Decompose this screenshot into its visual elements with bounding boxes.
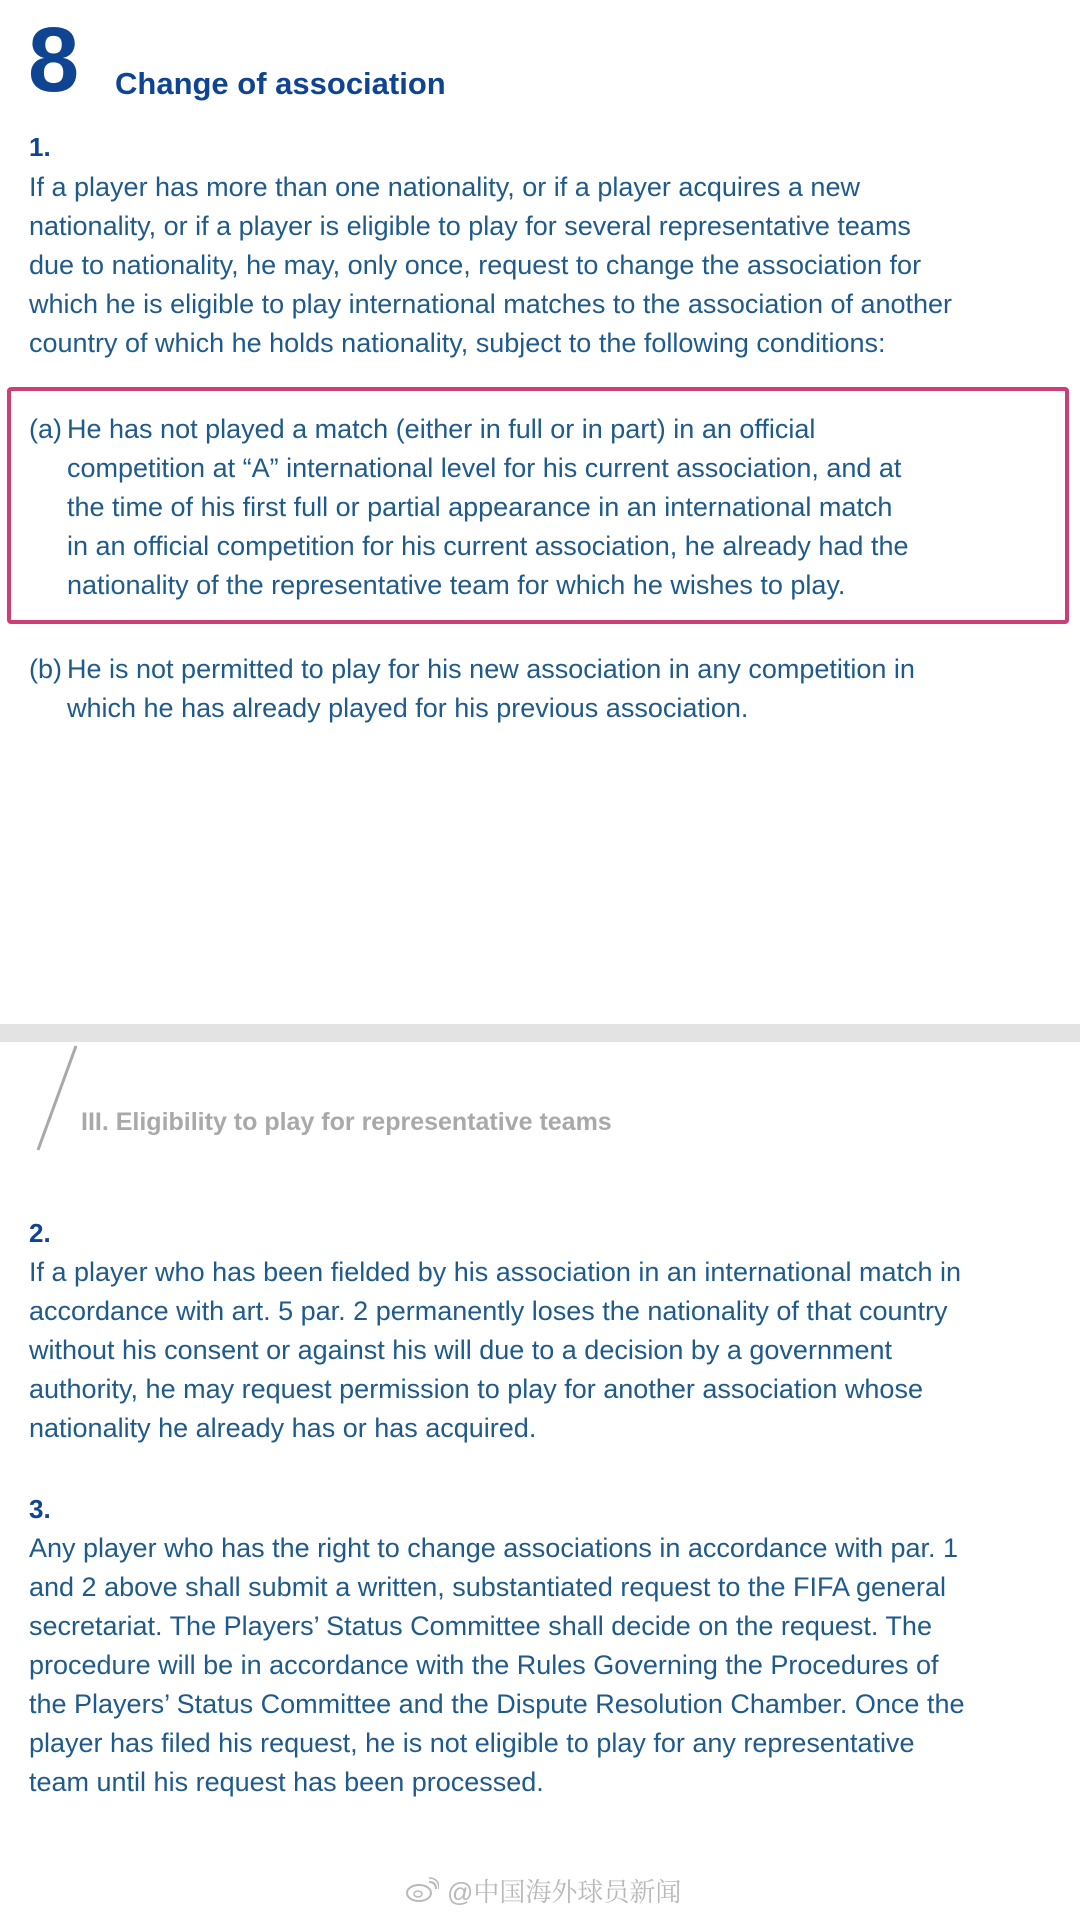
article-number: 8 <box>28 9 78 111</box>
paragraph-2-text: If a player who has been fielded by his association in an international match in accordance with art. 5 par. 2 permanently loses the nationality of that country without his consent or against his will due to a decision by a government authority, he may request permission to play for another association whose nationality he already has or has acquired. <box>29 1257 962 1443</box>
condition-b-text: He is not permitted to play for his new association in any competition in which he has already played for his previous association. <box>67 654 915 723</box>
watermark-text: @中国海外球员新闻 <box>447 1876 682 1907</box>
paragraph-1-text: If a player has more than one nationality, or if a player acquires a new nationality, or if a player is eligible to play for several representative teams due to nationality, he may, only once, request to change the association for which he is eligible to play international matches to the association of another country of which he holds nationality, subject to the following conditions: <box>29 172 953 358</box>
section-slash-icon <box>30 1042 90 1154</box>
paragraph-3-text: Any player who has the right to change associations in accordance with par. 1 and 2 above shall submit a written, substantiated request to the FIFA general secretariat. The Players’ Status Committee shall decide on the request. The procedure will be in accordance with the Rules Governing the Procedures of the Players’ Status Committee and the Dispute Resolution Chamber. Once the player has filed his request, he is not eligible to play for any representative team until his request has been processed. <box>29 1533 965 1797</box>
section-header: III. Eligibility to play for representative teams <box>81 1108 612 1136</box>
paragraph-3-number: 3. <box>29 1494 51 1524</box>
weibo-icon <box>405 1876 439 1904</box>
paragraph-1-number: 1. <box>29 132 51 162</box>
condition-a-marker: (a) <box>29 414 62 444</box>
condition-b <box>29 650 1059 728</box>
article-title: Change of association <box>115 66 446 101</box>
paragraph-2-number: 2. <box>29 1218 51 1248</box>
condition-b-marker: (b) <box>29 654 62 684</box>
page-divider <box>0 1024 1080 1042</box>
condition-a-text: He has not played a match (either in full or in part) in an official competition at “A” international level for his current association, and at the time of his first full or partial appearance in an international match in an official competition for his current association, he already had the nationality of the representative team for which he wishes to play. <box>67 414 909 600</box>
watermark <box>405 1872 681 1908</box>
condition-a <box>29 410 1059 605</box>
